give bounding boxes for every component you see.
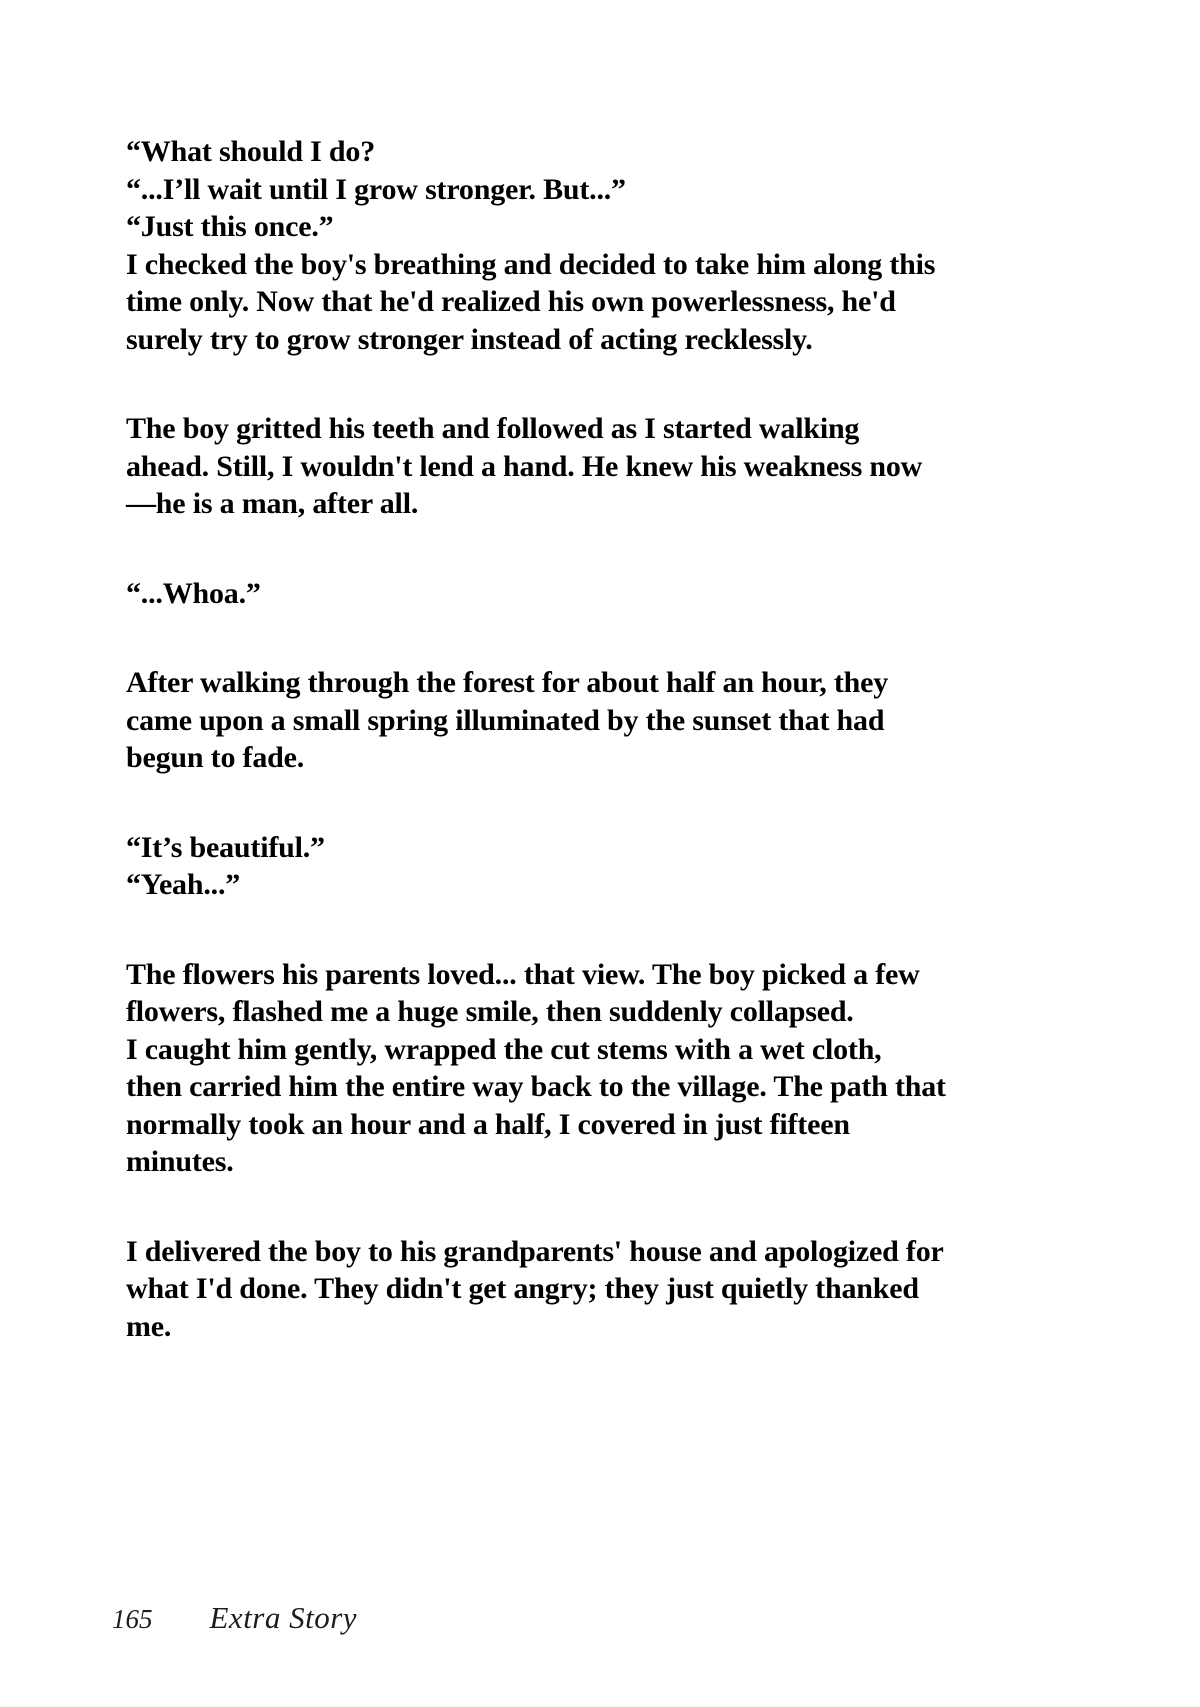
text-line: “Yeah...” [126, 868, 241, 901]
text-line: “It’s beautiful.” [126, 830, 325, 864]
text-line: “What should I do? [126, 135, 375, 168]
text-line: ahead. Still, I wouldn't lend a hand. He knew his weakness now [126, 449, 923, 483]
paragraph [126, 664, 1106, 777]
text-line: came upon a small spring illuminated by the sunset that had [126, 703, 885, 737]
text-line: minutes. [126, 1145, 234, 1178]
text-line: then carried him the entire way back to the village. The path that [126, 1070, 946, 1103]
text-line: —he is a man, after all. [126, 487, 419, 520]
text-line: what I'd done. They didn't get angry; they just quietly thanked [126, 1272, 919, 1305]
paragraph [126, 410, 1106, 523]
text-line: “...I’ll wait until I grow stronger. But...” [126, 172, 626, 206]
text-line: “...Whoa.” [126, 576, 261, 610]
text-line: I checked the boy's breathing and decided to take him along this [126, 247, 936, 281]
text-line: surely try to grow stronger instead of acting recklessly. [126, 322, 813, 356]
text-line: I caught him gently, wrapped the cut stems with a wet cloth, [126, 1032, 882, 1066]
text-line: flowers, flashed me a huge smile, then suddenly collapsed. [126, 995, 854, 1028]
paragraph [126, 829, 1106, 904]
text-line: After walking through the forest for about half an hour, they [126, 666, 889, 699]
text-line: me. [126, 1309, 172, 1343]
text-line: The flowers his parents loved... that view. The boy picked a few [126, 957, 920, 991]
page-number: 165 [112, 1604, 153, 1634]
paragraph [126, 575, 1106, 613]
text-line: The boy gritted his teeth and followed as I started walking [126, 412, 860, 445]
text-line: I delivered the boy to his grandparents' house and apologized for [126, 1234, 944, 1268]
text-line: “Just this once.” [126, 210, 334, 243]
section-title: Extra Story [209, 1600, 358, 1635]
paragraph [126, 1233, 1106, 1346]
body-text [126, 133, 1106, 1345]
paragraph [126, 133, 1106, 358]
text-line: normally took an hour and a half, I covered in just fifteen [126, 1107, 850, 1141]
text-line: begun to fade. [126, 741, 305, 774]
page-footer [112, 1600, 357, 1636]
text-line: time only. Now that he'd realized his own powerlessness, he'd [126, 285, 896, 318]
paragraph [126, 956, 1106, 1181]
